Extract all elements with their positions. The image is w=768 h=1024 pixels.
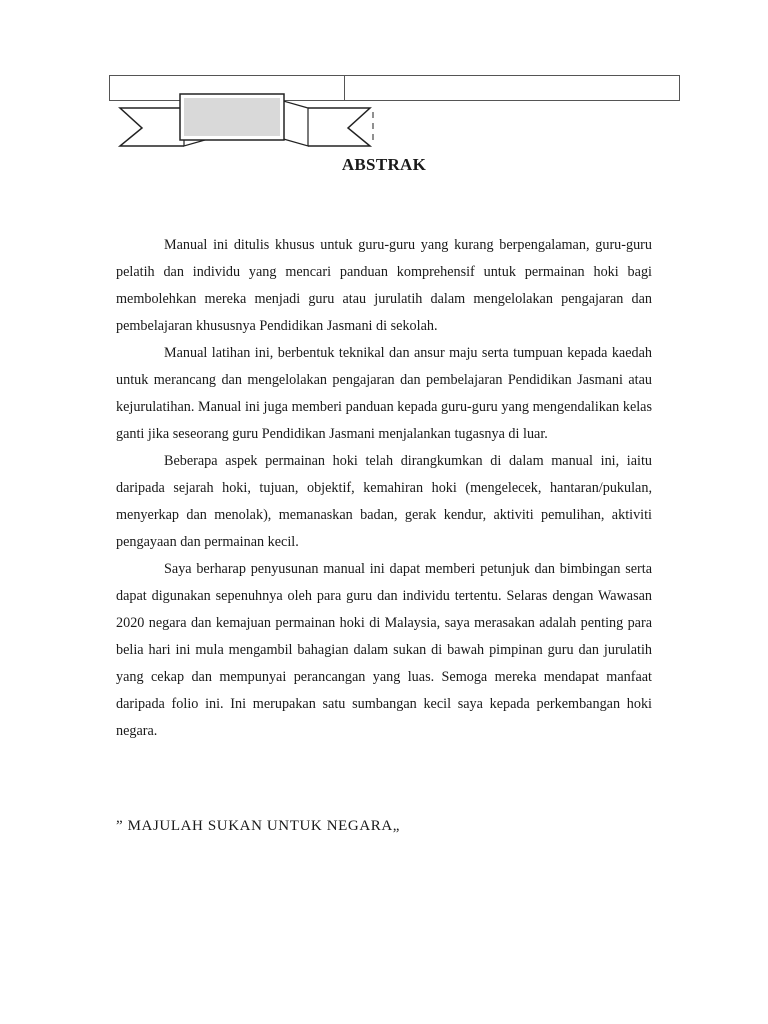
paragraph-2: Manual latihan ini, berbentuk teknikal dan ansur maju serta tumpuan kepada kaedah untuk merancang dan mengelolakan pengajaran dan pembelajaran Pendidikan Jasmani atau kejurulatihan. Manual ini juga memberi panduan kepada guru-guru yang mengendalikan kelas ganti jika seseorang guru Pendidikan Jasmani menjalankan tugasnya di luar. — [116, 345, 652, 442]
paragraph-4: Saya berharap penyusunan manual ini dapat memberi petunjuk dan bimbingan serta dapat digunakan sepenuhnya oleh para guru dan individu tertentu. Selaras dengan Wawasan 2020 negara dan kemajuan permainan hoki di Malaysia, saya merasakan adalah penting para belia hari ini mula mengambil bahagian dalam sukan di bawah pimpinan guru dan jurulatih yang cekap dan mempunyai perancangan yang luas. Semoga mereka mendapat manfaat daripada folio ini. Ini merupakan satu sumbangan kecil saya kepada perkembangan hoki negara. — [116, 561, 652, 739]
ribbon-center-inner — [184, 98, 280, 136]
motto: ” MAJULAH SUKAN UNTUK NEGARA„ — [116, 818, 401, 834]
abstract-body — [116, 232, 652, 745]
ribbon-left-tail — [120, 108, 184, 146]
paragraph-3: Beberapa aspek permainan hoki telah dirangkumkan di dalam manual ini, iaitu daripada sejarah hoki, tujuan, objektif, kemahiran hoki (mengelecek, hantaran/pukulan, menyerkap dan menolak), memanaskan badan, gerak kendur, aktiviti pemulihan, aktiviti pengayaan dan permainan kecil. — [116, 453, 652, 550]
ribbon-right-tail — [308, 108, 370, 146]
ribbon-banner — [112, 90, 402, 152]
abstract-heading: ABSTRAK — [341, 155, 427, 174]
paragraph-1: Manual ini ditulis khusus untuk guru-guru yang kurang berpengalaman, guru-guru pelatih dan individu yang mencari panduan komprehensif untuk permainan hoki bagi membolehkan mereka menjadi guru atau jurulatih dalam mengelolakan pengajaran dan pembelajaran khususnya Pendidikan Jasmani di sekolah. — [116, 237, 652, 334]
